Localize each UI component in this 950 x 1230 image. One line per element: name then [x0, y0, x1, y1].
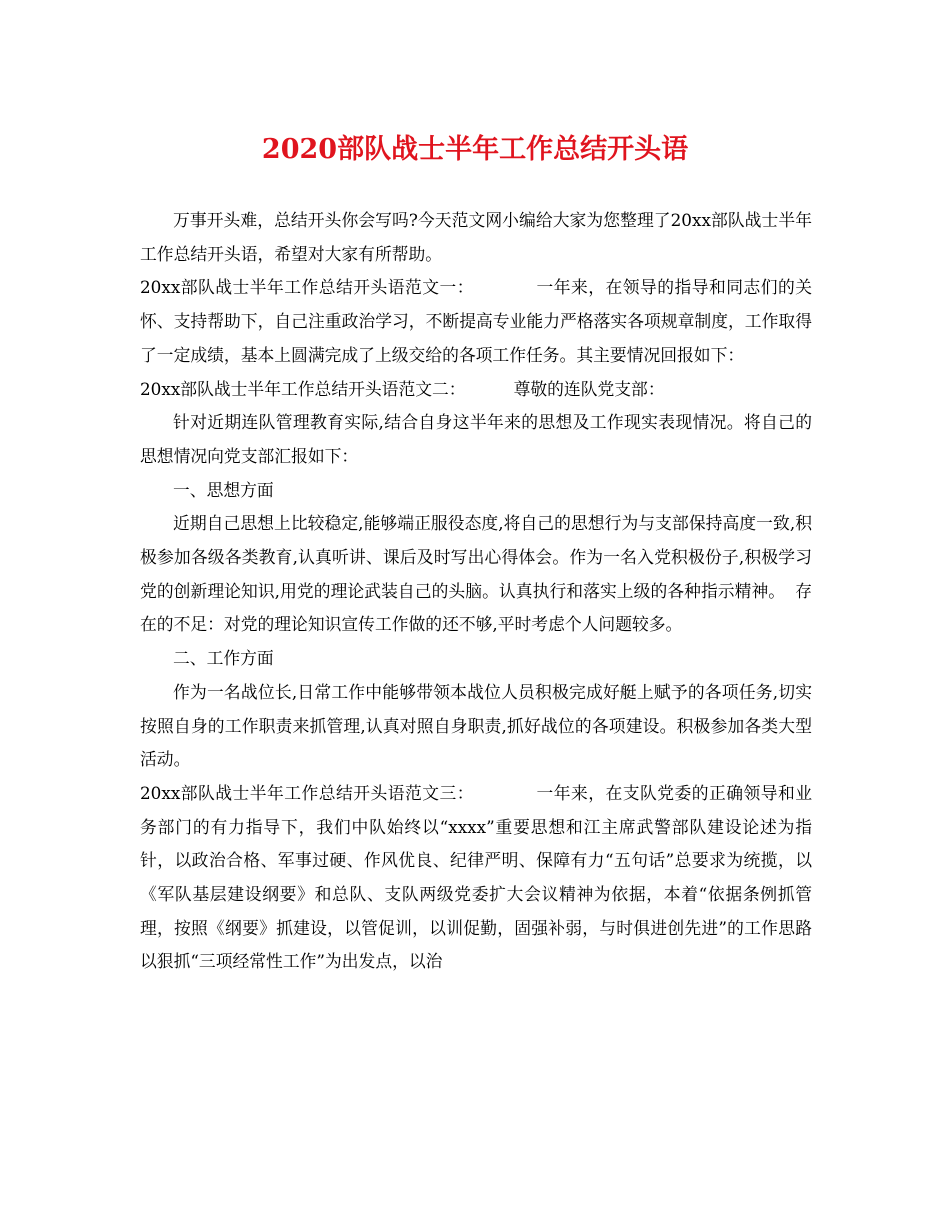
sample2-heading: 20xx部队战士半年工作总结开头语范文二：	[140, 378, 466, 399]
section1-text-b: 存在的不足：对党的理论知识宣传工作做的还不够,平时考虑个人问题较多。	[140, 580, 812, 635]
page-title: 2020部队战士半年工作总结开头语	[261, 134, 689, 165]
section1-text	[140, 507, 812, 642]
sample3-heading: 20xx部队战士半年工作总结开头语范文三：	[140, 782, 474, 803]
section1-text-a: 近期自己思想上比较稳定,能够端正服役态度,将自己的思想行为与支部保持高度一致,积极参加各级各类教育,认真听讲、课后及时写出心得体会。作为一名入党积极份子,积极学习党的创新理论知识,用党的理论武装自己的头脑。认真执行和落实上级的各种指示精神。	[140, 513, 812, 601]
sample1-text: 一年来，在领导的指导和同志们的关怀、支持帮助下，自己注重政治学习，不断提高专业能力严格落实各项规章制度，工作取得了一定成绩，基本上圆满完成了上级交给的各项工作任务。其主要情况回报如下：	[140, 277, 812, 365]
sample3-paragraph	[140, 777, 812, 979]
sample1-heading: 20xx部队战士半年工作总结开头语范文一：	[140, 277, 474, 298]
section1-title: 一、思想方面	[173, 479, 274, 500]
sample1-paragraph	[140, 271, 812, 372]
intro-paragraph: 万事开头难，总结开头你会写吗?今天范文网小编给大家为您整理了20xx部队战士半年工作总结开头语，希望对大家有所帮助。	[140, 210, 812, 264]
section2-text: 作为一名战位长,日常工作中能够带领本战位人员积极完成好艇上赋予的各项任务,切实按照自身的工作职责来抓管理,认真对照自身职责,抓好战位的各项建设。积极参加各类大型活动。	[140, 681, 812, 770]
sample3-text: 一年来，在支队党委的正确领导和业务部门的有力指导下，我们中队始终以“xxxx”重要思想和江主席武警部队建设论述为指针，以政治合格、军事过硬、作风优良、纪律严明、保障有力“五句话”总要求为统揽，以《军队基层建设纲要》和总队、支队两级党委扩大会议精神为依据，本着“依据条例抓管理，按照《纲要》抓建设，以管促训，以训促勤，固强补弱，与时俱进创先进”的工作思路以狠抓“三项经常性工作”为出发点，以治	[140, 782, 812, 972]
sample2-heading-paragraph	[140, 373, 812, 407]
document-body	[140, 204, 812, 979]
sample2-salutation: 尊敬的连队党支部：	[513, 378, 665, 399]
sample2-para1: 针对近期连队管理教育实际,结合自身这半年来的思想及工作现实表现情况。将自己的思想情况向党支部汇报如下：	[140, 412, 812, 466]
section2-title: 二、工作方面	[173, 648, 274, 669]
